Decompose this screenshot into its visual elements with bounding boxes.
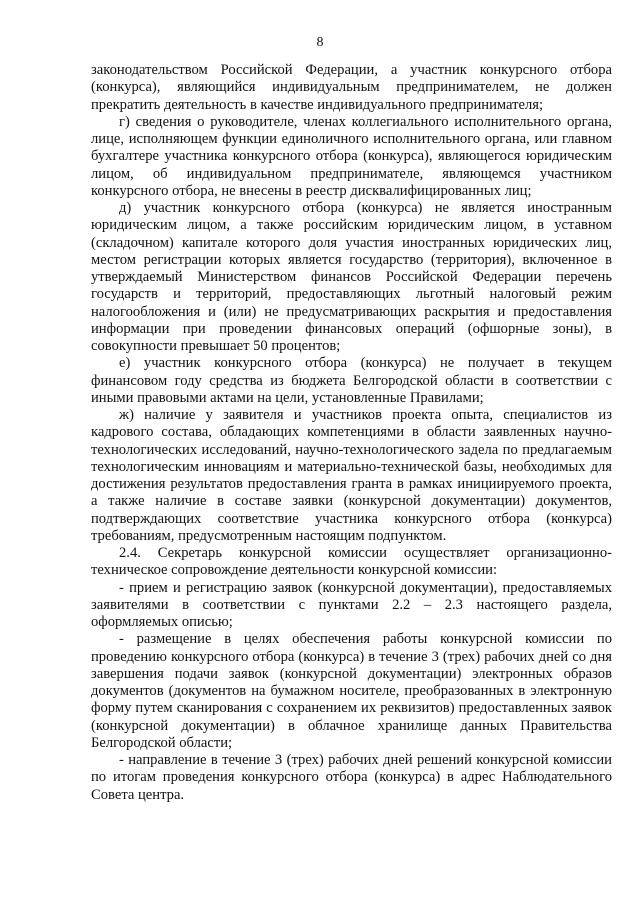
paragraph-bullet-sending: - направление в течение 3 (трех) рабочих дней решений конкурсной комиссии по итогам проведения конкурсного отбора (конкурса) в адрес Наблюдательного Совета центра. (91, 752, 612, 803)
page-number: 8 (316, 35, 324, 50)
document-body (91, 62, 612, 804)
paragraph-item-g: г) сведения о руководителе, членах коллегиального исполнительного органа, лице, исполняющем функции единоличного исполнительного органа, или главном бухгалтере участника конкурсного отбора (конкурса), являющегося юридическим лицом, об индивидуальном предпринимателе, являющемся участником конкурсного отбора, не внесены в реестр дисквалифицированных лиц; (91, 113, 612, 199)
paragraph-section-2-4: 2.4. Секретарь конкурсной комиссии осуществляет организационно-техническое сопровождение деятельности конкурсной комиссии: (91, 545, 612, 579)
paragraph-item-e: е) участник конкурсного отбора (конкурса) не получает в текущем финансовом году средства из бюджета Белгородской области в соответствии с иными правовыми актами на цели, установленные Правилами; (91, 355, 612, 406)
paragraph-item-zh: ж) наличие у заявителя и участников проекта опыта, специалистов из кадрового состава, обладающих компетенциями в области заявленных научно-технологических исследований, научно-технологического задела по предлагаемым технологическим инновациям и материально-технической базы, необходимых для достижения результатов предоставления гранта в рамках инициируемого проекта, а также наличие в составе заявки (конкурсной документации) документов, подтверждающих соответствие участника конкурсного отбора (конкурса) требованиям, предусмотренным настоящим подпунктом. (91, 407, 612, 544)
paragraph-bullet-reception: - прием и регистрацию заявок (конкурсной документации), предоставляемых заявителями в соответствии с пунктами 2.2 – 2.3 настоящего раздела, оформляемых описью; (91, 579, 612, 630)
paragraph-item-d: д) участник конкурсного отбора (конкурса) не является иностранным юридическим лицом, а также российским юридическим лицом, в уставном (складочном) капитале которого доля участия иностранных юридических лиц, местом регистрации которых является государство (территория), включенное в утверждаемый Министерством финансов Российской Федерации перечень государств и территорий, предоставляющих льготный налоговый режим налогообложения и (или) не предусматривающих раскрытия и предоставления информации при проведении финансовых операций (офшорные зоны), в совокупности превышает 50 процентов; (91, 200, 612, 354)
paragraph-bullet-placement: - размещение в целях обеспечения работы конкурсной комиссии по проведению конкурсного отбора (конкурса) в течение 3 (трех) рабочих дней со дня завершения подачи заявок (конкурсной документации) электронных образов документов (документов на бумажном носителе, преобразованных в электронную форму путем сканирования с сохранением их реквизитов) предоставленных заявок (конкурсной документации) в облачное хранилище данных Правительства Белгородской области; (91, 631, 612, 751)
paragraph-continuation: законодательством Российской Федерации, а участник конкурсного отбора (конкурса), являющийся индивидуальным предпринимателем, не должен прекратить деятельность в качестве индивидуального предпринимателя; (91, 62, 612, 113)
